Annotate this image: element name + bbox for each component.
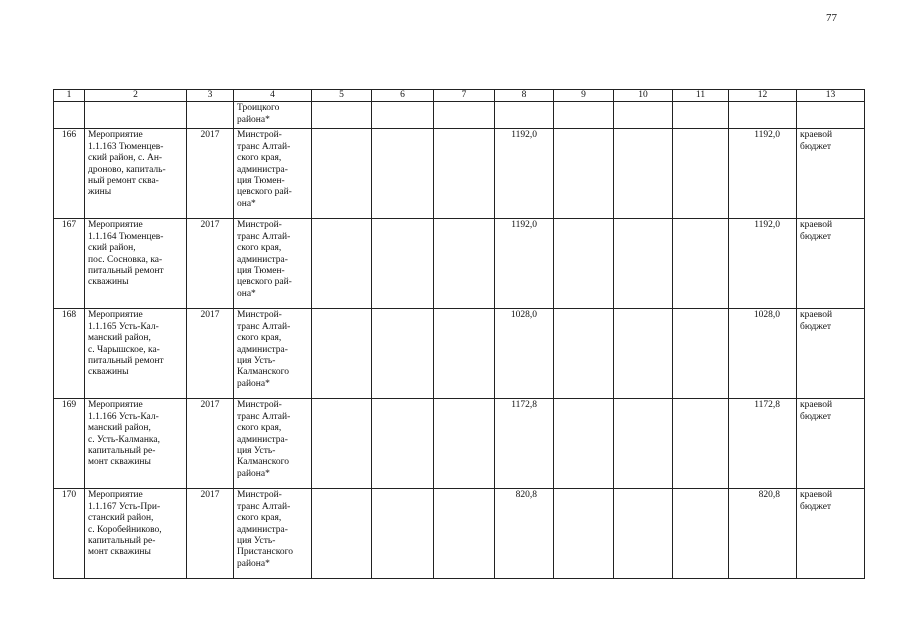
cell-line: краевой xyxy=(800,130,833,141)
cell-line: 1.1.166 Усть-Кал- xyxy=(88,411,159,422)
cell-line: администра- xyxy=(237,164,288,175)
cell-line: бюджет xyxy=(800,321,832,332)
amount-col12-cell: 1192,0 xyxy=(729,219,797,309)
empty-cell xyxy=(554,399,614,489)
cell-line: капитальный ре- xyxy=(88,536,156,547)
year-cell: 2017 xyxy=(187,399,234,489)
cell-line: питальный ремонт xyxy=(88,266,164,277)
empty-cell xyxy=(434,309,495,399)
cell-line: транс Алтай- xyxy=(237,501,291,512)
funding-source-cell xyxy=(797,219,865,309)
empty-cell xyxy=(85,102,187,129)
empty-cell xyxy=(372,399,434,489)
column-header-7: 7 xyxy=(434,90,495,102)
cell-line: бюджет xyxy=(800,411,832,422)
empty-cell xyxy=(614,309,673,399)
empty-cell xyxy=(372,489,434,579)
cell-line: ция Тюмен- xyxy=(237,176,285,187)
cell-line: станский район, xyxy=(88,513,154,524)
empty-cell xyxy=(312,129,372,219)
amount-col12-cell: 1172,8 xyxy=(729,399,797,489)
empty-cell xyxy=(434,129,495,219)
cell-line: монт скважины xyxy=(88,547,151,558)
column-header-2: 2 xyxy=(85,90,187,102)
cell-line: ского края, xyxy=(237,423,282,434)
cell-line: краевой xyxy=(800,310,833,321)
cell-line: капитальный ре- xyxy=(88,446,156,457)
table-row xyxy=(54,129,865,219)
cell-line: ского края, xyxy=(237,333,282,344)
empty-cell xyxy=(312,489,372,579)
cell-line: Минстрой- xyxy=(237,220,282,231)
cell-line: транс Алтай- xyxy=(237,321,291,332)
cell-line: транс Алтай- xyxy=(237,231,291,242)
cell-line: она* xyxy=(237,288,256,299)
budget-table xyxy=(53,89,865,579)
year-cell: 2017 xyxy=(187,309,234,399)
row-number-cell: 168 xyxy=(54,309,85,399)
cell-line: цевского рай- xyxy=(237,277,292,288)
empty-cell xyxy=(614,219,673,309)
empty-cell xyxy=(434,102,495,129)
amount-col8-cell: 1028,0 xyxy=(495,309,554,399)
cell-line: ского края, xyxy=(237,243,282,254)
empty-cell xyxy=(554,489,614,579)
responsible-cell xyxy=(234,102,312,129)
empty-cell xyxy=(312,399,372,489)
amount-col8-cell: 1192,0 xyxy=(495,219,554,309)
amount-col12-cell: 820,8 xyxy=(729,489,797,579)
cell-line: ция Усть- xyxy=(237,446,276,457)
cell-line: ция Тюмен- xyxy=(237,266,285,277)
cell-line: 1.1.165 Усть-Кал- xyxy=(88,321,159,332)
cell-line: краевой xyxy=(800,490,833,501)
empty-cell xyxy=(372,309,434,399)
cell-line: с. Коробейниково, xyxy=(88,524,162,535)
amount-col8-cell: 820,8 xyxy=(495,489,554,579)
empty-cell xyxy=(312,309,372,399)
empty-cell xyxy=(673,102,729,129)
cell-line: Мероприятие xyxy=(88,400,143,411)
responsible-cell xyxy=(234,129,312,219)
amount-col8-cell: 1172,8 xyxy=(495,399,554,489)
empty-cell xyxy=(673,129,729,219)
year-cell: 2017 xyxy=(187,219,234,309)
empty-cell xyxy=(673,399,729,489)
cell-line: скважины xyxy=(88,277,129,288)
funding-source-cell xyxy=(797,489,865,579)
cell-line: Минстрой- xyxy=(237,310,282,321)
empty-cell xyxy=(54,102,85,129)
row-number-cell: 170 xyxy=(54,489,85,579)
cell-line: Мероприятие xyxy=(88,490,143,501)
cell-line: бюджет xyxy=(800,231,832,242)
table-row xyxy=(54,489,865,579)
cell-line: ский район, с. Ан- xyxy=(88,153,163,164)
cell-line: Пристанского xyxy=(237,547,293,558)
cell-line: бюджет xyxy=(800,141,832,152)
empty-cell xyxy=(554,219,614,309)
cell-line: Мероприятие xyxy=(88,220,143,231)
column-header-4: 4 xyxy=(234,90,312,102)
description-cell xyxy=(85,399,187,489)
cell-line: района* xyxy=(237,378,270,389)
column-header-5: 5 xyxy=(312,90,372,102)
cell-line: монт скважины xyxy=(88,457,151,468)
amount-col12-cell: 1192,0 xyxy=(729,129,797,219)
column-header-8: 8 xyxy=(495,90,554,102)
empty-cell xyxy=(434,399,495,489)
column-header-12: 12 xyxy=(729,90,797,102)
description-cell xyxy=(85,489,187,579)
empty-cell xyxy=(554,309,614,399)
funding-source-cell xyxy=(797,399,865,489)
cell-line: пос. Сосновка, ка- xyxy=(88,254,163,265)
cell-line: ция Усть- xyxy=(237,356,276,367)
cell-line: района* xyxy=(237,558,270,569)
empty-cell xyxy=(673,309,729,399)
cell-line: манский район, xyxy=(88,333,151,344)
cell-line: администра- xyxy=(237,344,288,355)
empty-cell xyxy=(434,219,495,309)
cell-line: Минстрой- xyxy=(237,490,282,501)
row-number-cell: 167 xyxy=(54,219,85,309)
cell-line: бюджет xyxy=(800,501,832,512)
cell-line: транс Алтай- xyxy=(237,141,291,152)
cell-line: краевой xyxy=(800,400,833,411)
amount-col12-cell: 1028,0 xyxy=(729,309,797,399)
empty-cell xyxy=(312,102,372,129)
column-header-10: 10 xyxy=(614,90,673,102)
cell-line: манский район, xyxy=(88,423,151,434)
cell-line: транс Алтай- xyxy=(237,411,291,422)
cell-line: района* xyxy=(237,468,270,479)
cell-line: ского края, xyxy=(237,513,282,524)
description-cell xyxy=(85,309,187,399)
cell-line: Мероприятие xyxy=(88,310,143,321)
column-header-11: 11 xyxy=(673,90,729,102)
empty-cell xyxy=(797,102,865,129)
cell-line: Минстрой- xyxy=(237,400,282,411)
cell-line: 1.1.167 Усть-При- xyxy=(88,501,161,512)
table-row xyxy=(54,309,865,399)
cell-line: Калманского xyxy=(237,457,290,468)
empty-cell xyxy=(614,399,673,489)
continuation-row xyxy=(54,102,865,129)
cell-line: дроново, капиталь- xyxy=(88,164,166,175)
cell-line: Калманского xyxy=(237,367,290,378)
cell-line: ского края, xyxy=(237,153,282,164)
empty-cell xyxy=(372,129,434,219)
cell-line: скважины xyxy=(88,367,129,378)
cell-line: администра- xyxy=(237,434,288,445)
cell-line: ский район, xyxy=(88,243,136,254)
responsible-cell xyxy=(234,219,312,309)
amount-col8-cell: 1192,0 xyxy=(495,129,554,219)
cell-line: администра- xyxy=(237,254,288,265)
empty-cell xyxy=(187,102,234,129)
empty-cell xyxy=(434,489,495,579)
table-row xyxy=(54,219,865,309)
cell-line: она* xyxy=(237,198,256,209)
empty-cell xyxy=(673,219,729,309)
empty-cell xyxy=(554,129,614,219)
cell-line: жины xyxy=(88,187,112,198)
year-cell: 2017 xyxy=(187,489,234,579)
responsible-cell xyxy=(234,489,312,579)
responsible-cell xyxy=(234,399,312,489)
cell-line: администра- xyxy=(237,524,288,535)
table-row xyxy=(54,399,865,489)
funding-source-cell xyxy=(797,129,865,219)
cell-line: 1.1.164 Тюменцев- xyxy=(88,231,164,242)
page-number: 77 xyxy=(826,12,837,24)
responsible-cell xyxy=(234,309,312,399)
cell-line: ция Усть- xyxy=(237,536,276,547)
year-cell: 2017 xyxy=(187,129,234,219)
empty-cell xyxy=(554,102,614,129)
cell-line: питальный ремонт xyxy=(88,356,164,367)
cell-line: краевой xyxy=(800,220,833,231)
cell-line: Мероприятие xyxy=(88,130,143,141)
table-header-row xyxy=(54,90,865,102)
description-cell xyxy=(85,219,187,309)
column-header-6: 6 xyxy=(372,90,434,102)
empty-cell xyxy=(614,489,673,579)
empty-cell xyxy=(614,129,673,219)
column-header-9: 9 xyxy=(554,90,614,102)
empty-cell xyxy=(673,489,729,579)
empty-cell xyxy=(729,102,797,129)
empty-cell xyxy=(495,102,554,129)
funding-source-cell xyxy=(797,309,865,399)
cell-line: района* xyxy=(237,114,270,125)
cell-line: ный ремонт сква- xyxy=(88,176,159,187)
empty-cell xyxy=(312,219,372,309)
column-header-13: 13 xyxy=(797,90,865,102)
cell-line: 1.1.163 Тюменцев- xyxy=(88,141,164,152)
empty-cell xyxy=(372,102,434,129)
cell-line: Троицкого xyxy=(237,103,280,114)
row-number-cell: 169 xyxy=(54,399,85,489)
column-header-1: 1 xyxy=(54,90,85,102)
cell-line: с. Чарышское, ка- xyxy=(88,344,160,355)
empty-cell xyxy=(372,219,434,309)
cell-line: Минстрой- xyxy=(237,130,282,141)
column-header-3: 3 xyxy=(187,90,234,102)
row-number-cell: 166 xyxy=(54,129,85,219)
description-cell xyxy=(85,129,187,219)
empty-cell xyxy=(614,102,673,129)
cell-line: с. Усть-Калманка, xyxy=(88,434,160,445)
cell-line: цевского рай- xyxy=(237,187,292,198)
